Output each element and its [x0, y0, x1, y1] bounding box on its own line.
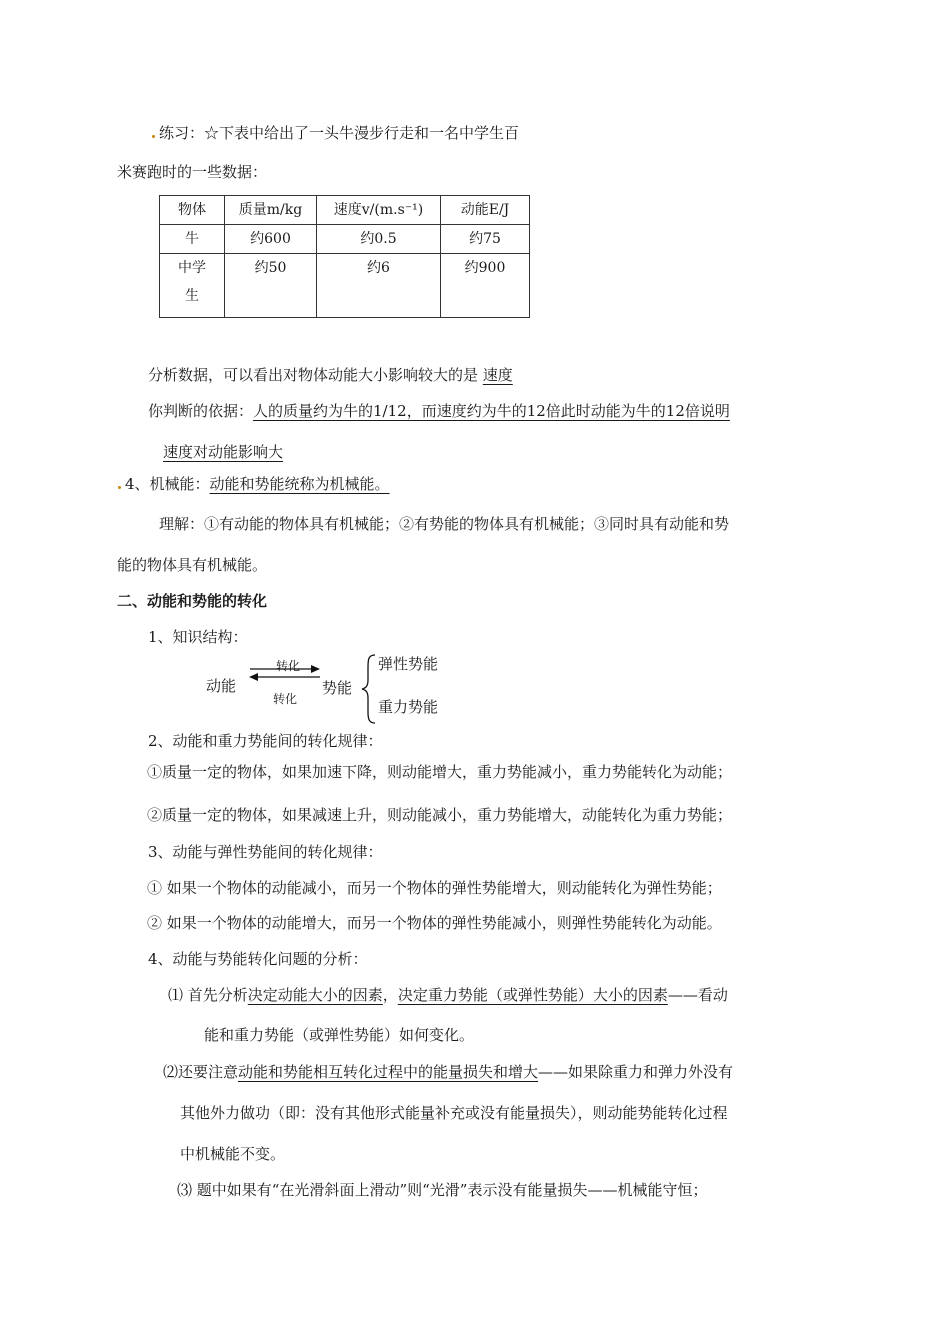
- item-3: 3、动能与弹性势能间的转化规律：: [148, 843, 383, 861]
- table-cell: 约0.5: [360, 231, 397, 247]
- rule-3-1: ① 如果一个物体的动能减小，而另一个物体的弹性势能增大，则动能转化为弹性势能；: [147, 879, 722, 897]
- diagram-arrow-label-bottom: 转化: [273, 692, 298, 706]
- table-header-cell: 质量m/kg: [238, 202, 303, 218]
- analysis-point-2: ⑵还要注意动能和势能相互转化过程中的能量损失和增大——如果除重力和弹力外没有: [163, 1063, 734, 1081]
- section-title: 二、动能和势能的转化: [117, 592, 268, 610]
- table-cell: 约900: [464, 260, 506, 276]
- table-cell: 约600: [250, 231, 291, 247]
- basis-answer: 人的质量约为牛的1/12，而速度约为牛的12倍此时动能为牛的12倍说明: [253, 402, 730, 420]
- table-header-cell: 速度v/(m.s⁻¹): [333, 202, 424, 218]
- practice-line-1: 练习：☆下表中给出了一头牛漫步行走和一名中学生百: [152, 126, 519, 141]
- diagram-arrow-label-top: 转化: [276, 659, 301, 673]
- analysis-line: 分析数据，可以看出对物体动能大小影响较大的是 速度: [148, 366, 513, 384]
- table-cell: 牛: [185, 231, 199, 247]
- arrow-right-icon: [311, 665, 320, 673]
- understand-line-1: 理解：①有动能的物体具有机械能；②有势能的物体具有机械能；③同时具有动能和势: [159, 515, 730, 533]
- analysis-point-2-cont-1: 其他外力做功（即：没有其他形式能量补充或没有能量损失），则动能势能转化过程: [180, 1104, 728, 1122]
- table-cell: 约6: [367, 260, 390, 276]
- item-1: 1、知识结构：: [148, 628, 248, 646]
- table-cell: 中学生: [178, 260, 206, 304]
- analysis-point-2-cont-2: 中机械能不变。: [180, 1145, 286, 1163]
- table-header-cell: 物体: [178, 202, 206, 218]
- understand-line-2: 能的物体具有机械能。: [117, 556, 268, 574]
- diagram-gravity: 重力势能: [378, 698, 439, 716]
- diagram-kinetic: 动能: [206, 677, 237, 695]
- answer-speed: 速度: [482, 366, 513, 384]
- table-cell: 约75: [469, 231, 501, 247]
- item-4: 4、动能与势能转化问题的分析：: [148, 950, 368, 968]
- basis-line-1: 你判断的依据：人的质量约为牛的1/12，而速度约为牛的12倍此时动能为牛的12倍说明: [148, 402, 730, 420]
- item-2: 2、动能和重力势能间的转化规律：: [148, 732, 383, 750]
- table-header-cell: 动能E/J: [460, 202, 510, 218]
- rule-2-1: ①质量一定的物体，如果加速下降，则动能增大，重力势能减小，重力势能转化为动能；: [147, 763, 733, 781]
- curly-brace-icon: [362, 655, 375, 723]
- basis-line-2: 速度对动能影响大: [163, 443, 284, 461]
- analysis-point-3: ⑶ 题中如果有“在光滑斜面上滑动”则“光滑”表示没有能量损失——机械能守恒；: [177, 1181, 708, 1199]
- rule-2-2: ②质量一定的物体，如果减速上升，则动能减小，重力势能增大，动能转化为重力势能；: [147, 806, 733, 824]
- mechanical-energy-line: 4、机械能：动能和势能统称为机械能。: [118, 477, 390, 492]
- analysis-point-1: ⑴ 首先分析决定动能大小的因素，决定重力势能（或弹性势能）大小的因素——看动: [168, 986, 728, 1004]
- rule-3-2: ② 如果一个物体的动能增大，而另一个物体的弹性势能减小，则弹性势能转化为动能。: [147, 914, 722, 932]
- analysis-point-1-cont: 能和重力势能（或弹性势能）如何变化。: [204, 1026, 475, 1044]
- table-cell: 约50: [254, 260, 287, 276]
- arrow-left-icon: [249, 673, 258, 681]
- diagram-potential: 势能: [322, 679, 353, 697]
- diagram-elastic: 弹性势能: [378, 655, 439, 673]
- practice-line-2: 米赛跑时的一些数据：: [117, 163, 268, 181]
